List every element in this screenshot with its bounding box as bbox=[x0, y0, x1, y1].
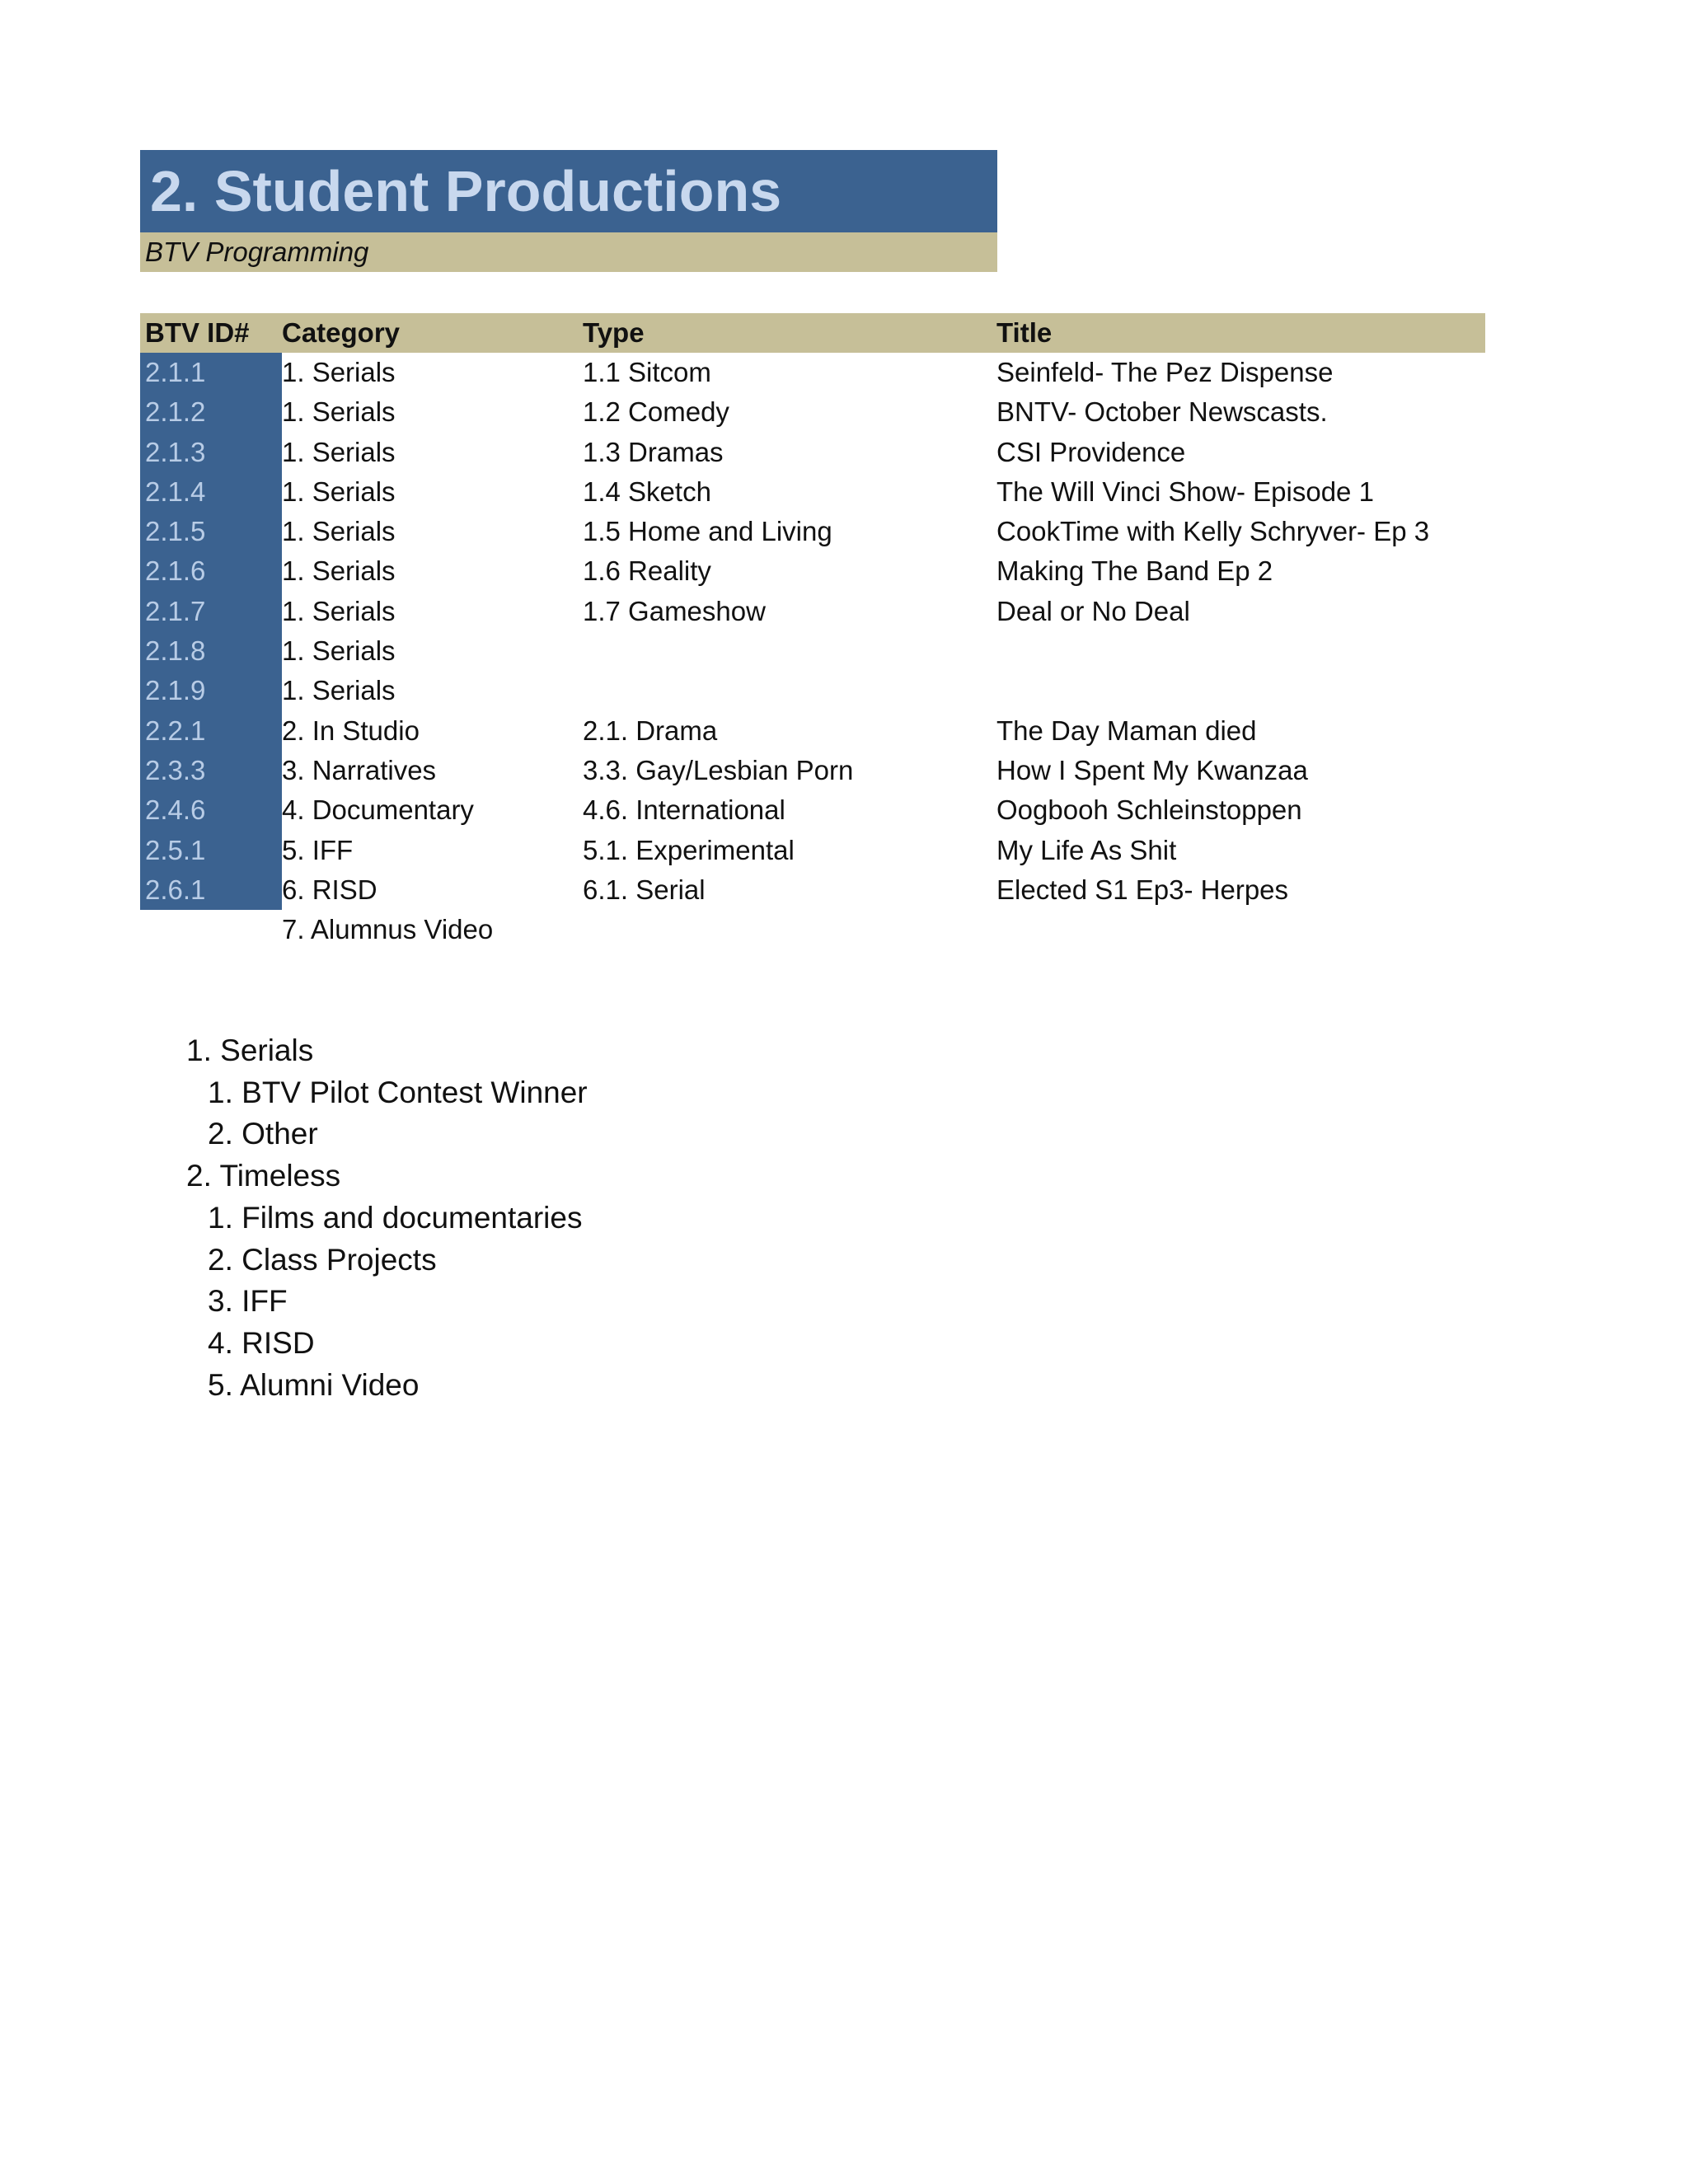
outline-item: 1. Serials bbox=[186, 1033, 314, 1067]
table-row bbox=[140, 472, 1485, 512]
cell-title bbox=[996, 910, 1485, 949]
cell-id bbox=[140, 910, 282, 949]
outline-item: 5. Alumni Video bbox=[208, 1367, 420, 1402]
cell-id: 2.1.8 bbox=[140, 631, 282, 671]
column-header-id: BTV ID# bbox=[145, 317, 250, 348]
outline-item: 2. Class Projects bbox=[208, 1242, 437, 1277]
outline-item: 4. RISD bbox=[208, 1325, 315, 1360]
table-row bbox=[140, 551, 1485, 591]
cell-type: 1.5 Home and Living bbox=[583, 516, 832, 547]
cell-id: 2.6.1 bbox=[140, 870, 282, 910]
cell-type bbox=[583, 910, 996, 949]
outline-item: 1. Films and documentaries bbox=[208, 1200, 583, 1235]
cell-title: The Will Vinci Show- Episode 1 bbox=[996, 476, 1374, 507]
cell-type: 1.1 Sitcom bbox=[583, 357, 711, 387]
column-header-category: Category bbox=[282, 317, 401, 348]
cell-category: 1. Serials bbox=[282, 595, 396, 626]
programming-table bbox=[140, 313, 1485, 949]
table-row bbox=[140, 631, 1485, 671]
cell-type: 1.4 Sketch bbox=[583, 476, 711, 507]
table-row bbox=[140, 790, 1485, 830]
cell-type: 6.1. Serial bbox=[583, 874, 706, 905]
cell-category: 5. IFF bbox=[282, 834, 354, 865]
cell-category: 1. Serials bbox=[282, 436, 396, 467]
cell-title: CookTime with Kelly Schryver- Ep 3 bbox=[996, 516, 1430, 547]
cell-id: 2.1.5 bbox=[140, 512, 282, 551]
cell-title: Making The Band Ep 2 bbox=[996, 555, 1273, 587]
cell-title bbox=[996, 631, 1485, 671]
column-header-type: Type bbox=[583, 317, 645, 348]
cell-category: 1. Serials bbox=[282, 635, 396, 667]
cell-title: My Life As Shit bbox=[996, 834, 1177, 865]
cell-category: 1. Serials bbox=[282, 555, 396, 587]
cell-id: 2.5.1 bbox=[140, 831, 282, 870]
cell-title: Seinfeld- The Pez Dispense bbox=[996, 357, 1334, 387]
cell-type bbox=[583, 671, 996, 710]
table-row bbox=[140, 870, 1485, 910]
cell-id: 2.1.6 bbox=[140, 551, 282, 591]
table-row bbox=[140, 353, 1485, 392]
cell-category: 1. Serials bbox=[282, 516, 396, 547]
cell-category: 6. RISD bbox=[282, 874, 377, 905]
table-header-row bbox=[140, 313, 1485, 353]
cell-id: 2.1.3 bbox=[140, 433, 282, 472]
cell-id: 2.1.4 bbox=[140, 472, 282, 512]
cell-category: 3. Narratives bbox=[282, 754, 437, 785]
cell-type: 4.6. International bbox=[583, 794, 785, 826]
outline-item: 2. Timeless bbox=[186, 1159, 341, 1193]
cell-type: 1.6 Reality bbox=[583, 555, 711, 587]
column-header-title: Title bbox=[996, 317, 1053, 348]
cell-type bbox=[583, 631, 996, 671]
cell-id: 2.1.9 bbox=[140, 671, 282, 710]
cell-type: 1.3 Dramas bbox=[583, 436, 724, 467]
cell-id: 2.1.7 bbox=[140, 592, 282, 631]
table-row bbox=[140, 751, 1485, 790]
table-row bbox=[140, 671, 1485, 710]
cell-id: 2.1.1 bbox=[140, 353, 282, 392]
table-row bbox=[140, 512, 1485, 551]
outline-item: 1. BTV Pilot Contest Winner bbox=[208, 1075, 588, 1109]
table-row bbox=[140, 433, 1485, 472]
table-row bbox=[140, 592, 1485, 631]
cell-title bbox=[996, 671, 1485, 710]
cell-type: 1.2 Comedy bbox=[583, 396, 729, 428]
page-title: 2. Student Productions bbox=[140, 150, 997, 232]
cell-title: Oogbooh Schleinstoppen bbox=[996, 794, 1302, 826]
cell-type: 1.7 Gameshow bbox=[583, 595, 766, 626]
cell-category: 7. Alumnus Video bbox=[282, 914, 494, 945]
page-subtitle: BTV Programming bbox=[140, 232, 997, 272]
cell-title: CSI Providence bbox=[996, 436, 1186, 467]
cell-type: 2.1. Drama bbox=[583, 715, 718, 746]
cell-title: Deal or No Deal bbox=[996, 595, 1190, 626]
cell-title: How I Spent My Kwanzaa bbox=[996, 754, 1308, 785]
cell-type: 5.1. Experimental bbox=[583, 834, 795, 865]
cell-category: 2. In Studio bbox=[282, 715, 420, 746]
cell-category: 4. Documentary bbox=[282, 794, 474, 826]
cell-category: 1. Serials bbox=[282, 675, 396, 706]
table-row bbox=[140, 392, 1485, 432]
category-outline bbox=[186, 1030, 588, 1406]
cell-id: 2.3.3 bbox=[140, 751, 282, 790]
table-row bbox=[140, 910, 1485, 949]
cell-type: 3.3. Gay/Lesbian Porn bbox=[583, 754, 854, 785]
cell-title: BNTV- October Newscasts. bbox=[996, 396, 1328, 428]
cell-title: Elected S1 Ep3- Herpes bbox=[996, 874, 1289, 905]
cell-category: 1. Serials bbox=[282, 396, 396, 428]
table-row bbox=[140, 711, 1485, 751]
cell-id: 2.1.2 bbox=[140, 392, 282, 432]
cell-title: The Day Maman died bbox=[996, 715, 1257, 746]
table-row bbox=[140, 831, 1485, 870]
outline-item: 2. Other bbox=[208, 1117, 318, 1151]
outline-item: 3. IFF bbox=[208, 1284, 288, 1319]
cell-id: 2.2.1 bbox=[140, 711, 282, 751]
cell-category: 1. Serials bbox=[282, 357, 396, 387]
section-header bbox=[140, 150, 997, 272]
cell-id: 2.4.6 bbox=[140, 790, 282, 830]
table-body bbox=[140, 353, 1485, 949]
cell-category: 1. Serials bbox=[282, 476, 396, 507]
